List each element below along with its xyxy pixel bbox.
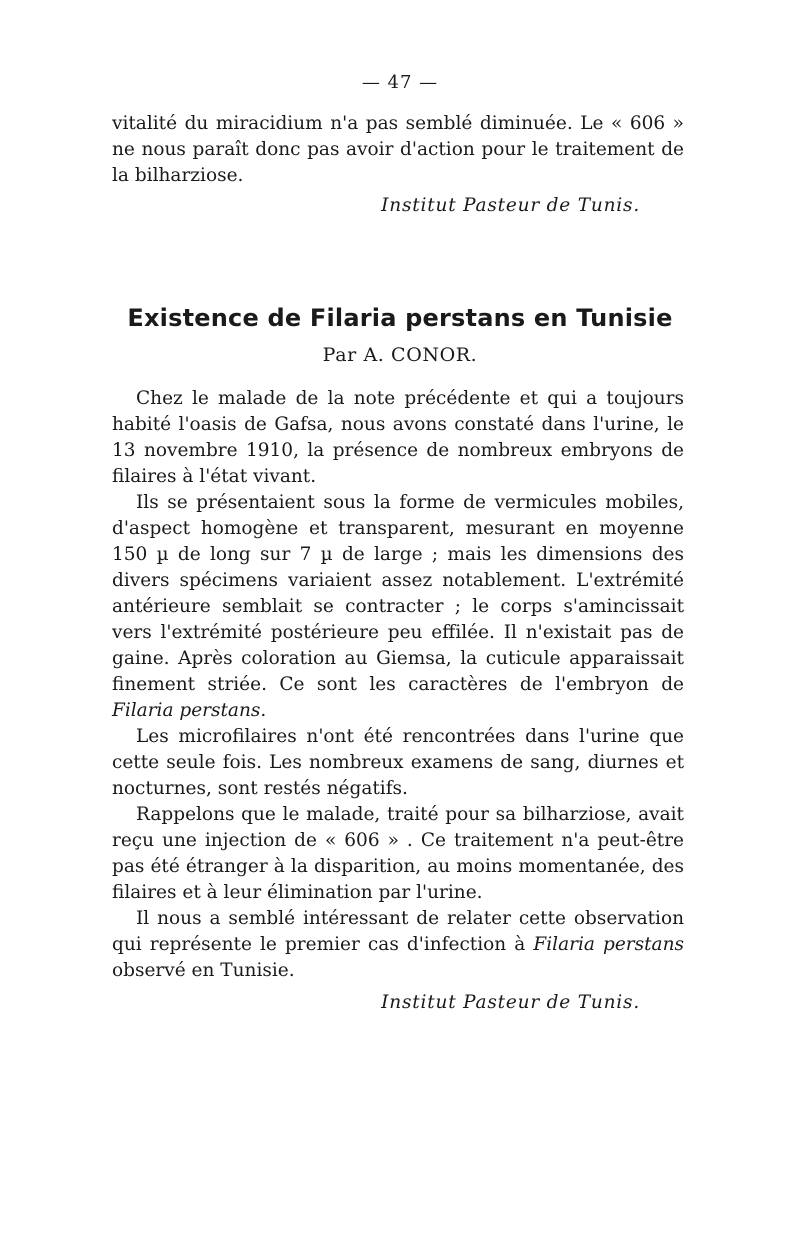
article-author: Par A. CONOR. bbox=[322, 344, 478, 366]
species-name: Filaria perstans bbox=[533, 934, 684, 955]
paragraph bbox=[112, 490, 684, 724]
paragraph: Rappelons que le malade, traité pour sa bilharziose, avait reçu une injection de « 606 » . Ce traitement n'a peut-être pas été étranger à la disparition, au moins momentanée, des filaires et à leur élimination par l'urine. bbox=[112, 804, 684, 903]
institution-signature: Institut Pasteur de Tunis. bbox=[381, 195, 640, 216]
species-name: Filaria perstans bbox=[112, 700, 261, 721]
closing-paragraph: vitalité du miracidium n'a pas semblé diminuée. Le « 606 » ne nous paraît donc pas avoir d'action pour le traitement de la bilharziose. bbox=[112, 113, 684, 186]
institution-signature: Institut Pasteur de Tunis. bbox=[381, 992, 640, 1013]
paragraph: Chez le malade de la note précédente et qui a toujours habité l'oasis de Gafsa, nous avons constaté dans l'urine, le 13 novembre 1910, la présence de nombreux embryons de filaires à l'état vivant. bbox=[112, 388, 684, 487]
paragraph-text: Il nous a semblé intéressant de relater cette observation qui représente le premier cas d'infection à bbox=[112, 908, 684, 955]
paragraph-text: . bbox=[260, 700, 267, 721]
article-body bbox=[112, 386, 684, 1016]
previous-article-ending bbox=[112, 111, 684, 219]
paragraph-text: Ils se présentaient sous la forme de vermicules mobiles, d'aspect homogène et transparent, mesurant en moyenne 150 µ de long sur 7 µ de large ; mais les dimensions des divers spécimens variaient assez notablement. L'extrémité antérieure semblait se contracter ; le corps s'amincissait vers l'extrémité postérieure peu effilée. Il n'existait pas de gaine. Après coloration au Giemsa, la cuticule apparaissait finement striée. Ce sont les caractères de l'embryon de bbox=[112, 492, 684, 695]
paragraph: Les microfilaires n'ont été rencontrées dans l'urine que cette seule fois. Les nombreux examens de sang, diurnes et nocturnes, sont restés négatifs. bbox=[112, 726, 684, 799]
paragraph-text: observé en Tunisie. bbox=[112, 960, 295, 981]
paragraph bbox=[112, 906, 684, 984]
page-number: — 47 — bbox=[361, 72, 439, 93]
article-title: Existence de Filaria perstans en Tunisie bbox=[127, 304, 673, 333]
